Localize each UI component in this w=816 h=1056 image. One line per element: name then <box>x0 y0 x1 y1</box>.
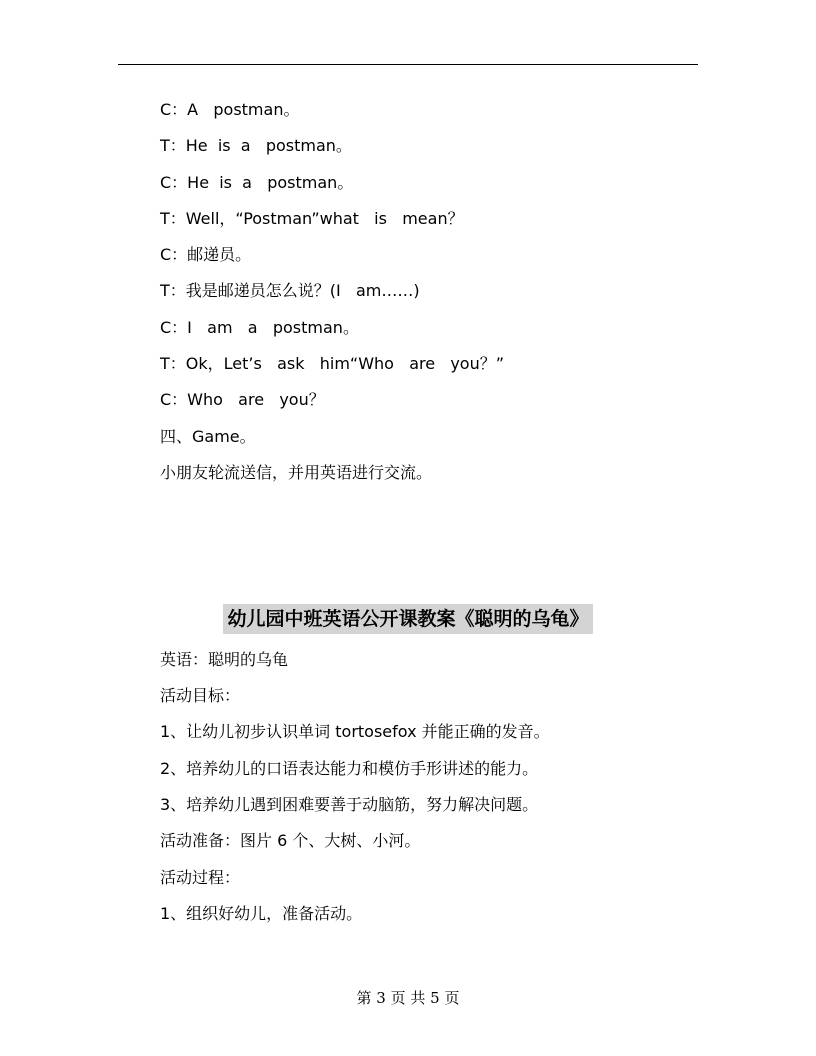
paragraph: 活动过程： <box>160 868 241 887</box>
dialogue-line: T：Ok，Let’s ask him“Who are you？” <box>160 354 505 373</box>
paragraph: 英语：聪明的乌龟 <box>160 650 289 669</box>
dialogue-line: C：邮递员。 <box>160 245 252 264</box>
section-title: 幼儿园中班英语公开课教案《聪明的乌龟》 <box>223 604 592 634</box>
dialogue-line: C：A postman。 <box>160 100 300 119</box>
dialogue-line: T：He is a postman。 <box>160 136 352 155</box>
dialogue-line: T：Well，“Postman”what is mean？ <box>160 209 464 228</box>
dialogue-line: C：I am a postman。 <box>160 318 359 337</box>
list-item: 1、组织好幼儿，准备活动。 <box>160 904 363 923</box>
header-rule <box>118 64 698 65</box>
list-item: 1、让幼儿初步认识单词 tortosefox 并能正确的发音。 <box>160 722 550 741</box>
list-item: 3、培养幼儿遇到困难要善于动脑筋，努力解决问题。 <box>160 795 539 814</box>
list-item: 2、培养幼儿的口语表达能力和模仿手形讲述的能力。 <box>160 759 539 778</box>
section-title-wrapper <box>0 604 816 634</box>
section-heading-game: 四、Game。 <box>160 427 256 446</box>
dialogue-line: C：He is a postman。 <box>160 173 354 192</box>
dialogue-line: T：我是邮递员怎么说？(I am……) <box>160 281 420 300</box>
paragraph: 活动目标： <box>160 686 241 705</box>
dialogue-line: C：Who are you？ <box>160 390 325 409</box>
paragraph: 小朋友轮流送信，并用英语进行交流。 <box>160 463 433 482</box>
paragraph: 活动准备：图片 6 个、大树、小河。 <box>160 831 421 850</box>
page-number: 第 3 页 共 5 页 <box>356 989 460 1007</box>
